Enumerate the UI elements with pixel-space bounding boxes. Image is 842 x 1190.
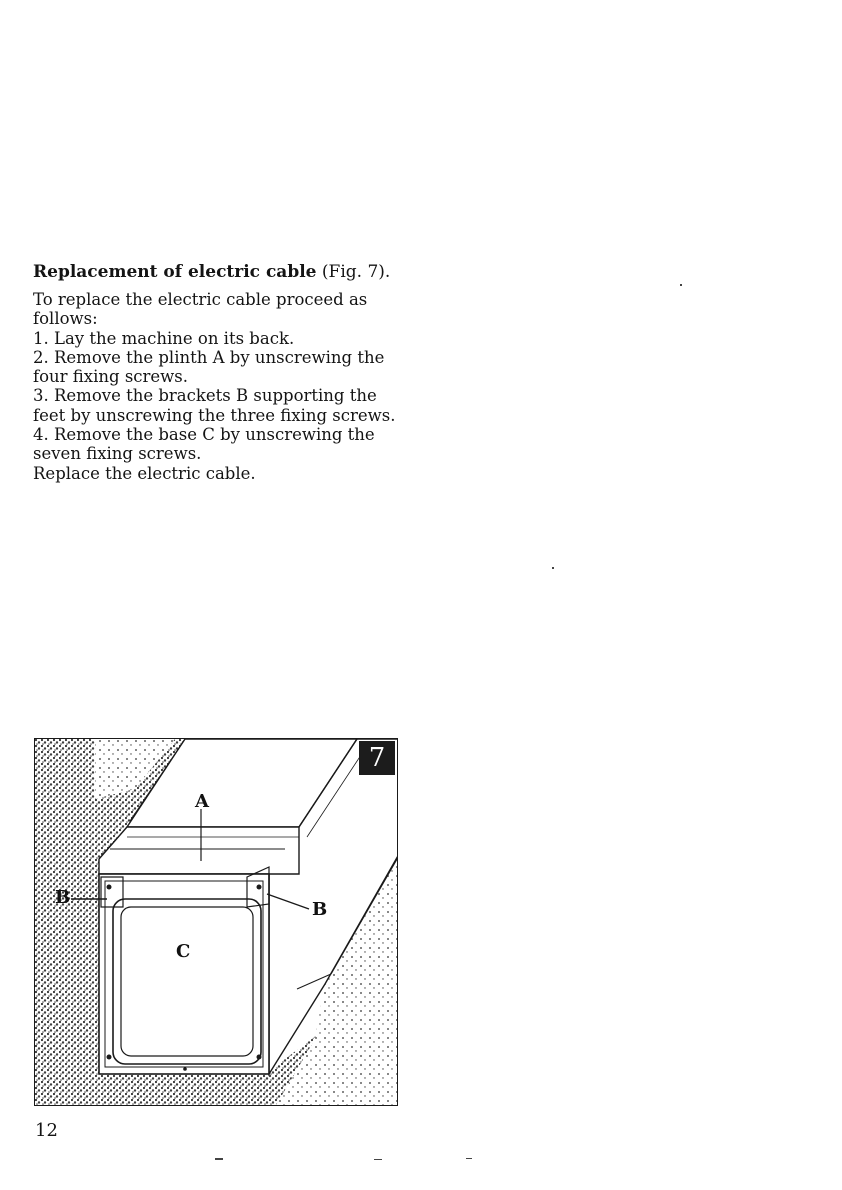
machine-diagram [35, 739, 398, 1106]
instructions [33, 290, 403, 483]
heading-suffix: (Fig. 7). [316, 262, 391, 282]
step-1: 1. Lay the machine on its back. [33, 328, 295, 348]
step-2: 2. Remove the plinth A by unscrewing the four fixing screws. [33, 347, 385, 387]
heading-bold: Replacement of electric cable [33, 262, 317, 282]
scan-speck [680, 284, 682, 286]
scan-speck [466, 1158, 472, 1159]
step-4: 4. Remove the base C by unscrewing the seven fixing screws. [33, 425, 375, 464]
scan-speck [215, 1158, 223, 1160]
figure-7 [34, 738, 398, 1106]
label-A: A [195, 791, 209, 812]
scan-speck [374, 1159, 382, 1160]
final-step: Replace the electric cable. [33, 463, 256, 483]
scan-speck [552, 567, 554, 569]
base-C [113, 899, 261, 1064]
intro-paragraph: To replace the electric cable proceed as follows: [33, 290, 368, 329]
label-B-left: B [55, 887, 71, 908]
page-number: 12 [35, 1120, 58, 1141]
section-heading [33, 262, 390, 282]
label-B-right: B [312, 899, 328, 920]
step-3: 3. Remove the brackets B supporting the feet by unscrewing the three fixing screws. [33, 386, 396, 425]
label-C: C [176, 941, 191, 962]
figure-number-badge: 7 [359, 741, 395, 775]
